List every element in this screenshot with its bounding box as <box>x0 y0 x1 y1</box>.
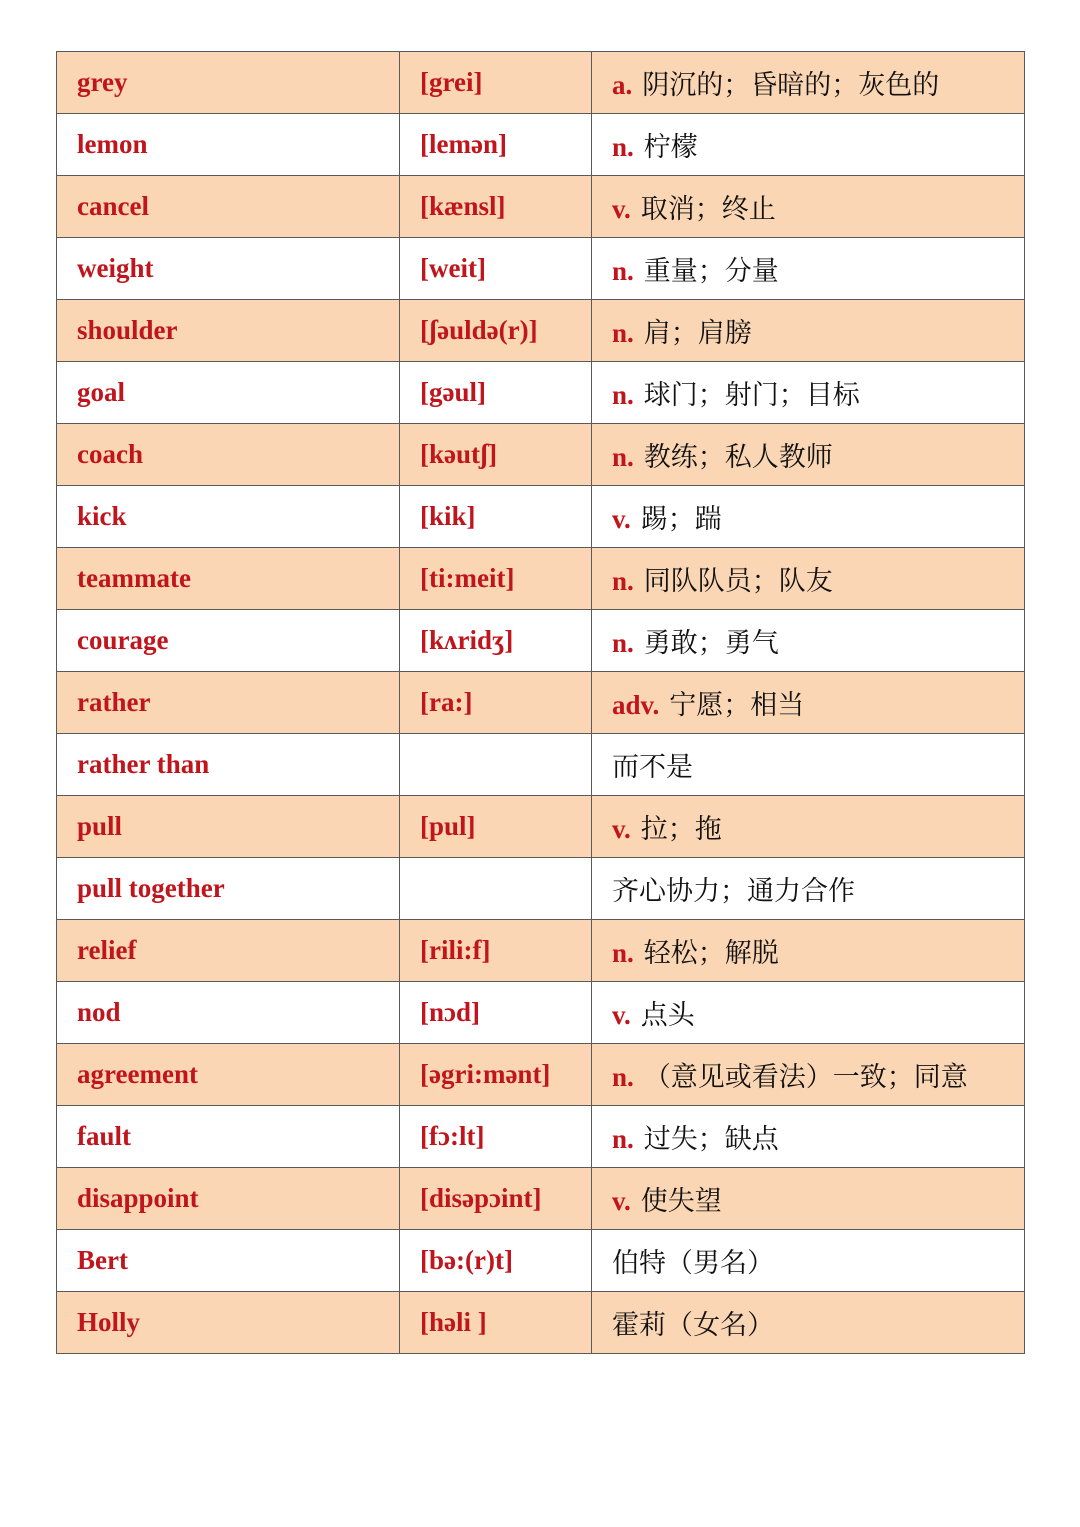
vocab-row <box>57 238 1025 300</box>
word-cell <box>57 424 400 486</box>
vocab-row <box>57 362 1025 424</box>
vocab-row <box>57 1230 1025 1292</box>
meaning-cell <box>592 796 1025 858</box>
vocab-row <box>57 920 1025 982</box>
word-cell <box>57 486 400 548</box>
meaning-cell <box>592 982 1025 1044</box>
vocab-row <box>57 982 1025 1044</box>
phonetic-cell <box>400 548 592 610</box>
phonetic-transcription: [disəpɔint] <box>420 1183 542 1213</box>
part-of-speech: n. <box>612 256 634 286</box>
part-of-speech: v. <box>612 1000 631 1030</box>
part-of-speech: n. <box>612 1124 634 1154</box>
english-word: coach <box>77 439 143 469</box>
vocab-row <box>57 548 1025 610</box>
phonetic-cell <box>400 238 592 300</box>
phonetic-transcription: [pul] <box>420 811 476 841</box>
phonetic-cell <box>400 1106 592 1168</box>
meaning-cell <box>592 486 1025 548</box>
part-of-speech: v. <box>612 194 631 224</box>
phonetic-transcription: [kʌridʒ] <box>420 625 514 655</box>
phonetic-transcription: [gəul] <box>420 377 486 407</box>
vocab-row <box>57 424 1025 486</box>
word-cell <box>57 1168 400 1230</box>
phonetic-transcription: [ti:meit] <box>420 563 515 593</box>
vocab-row <box>57 734 1025 796</box>
phonetic-cell <box>400 486 592 548</box>
word-cell <box>57 920 400 982</box>
vocab-row <box>57 300 1025 362</box>
english-word: nod <box>77 997 121 1027</box>
vocab-row <box>57 858 1025 920</box>
phonetic-transcription: [weit] <box>420 253 486 283</box>
phonetic-transcription: [əgri:mənt] <box>420 1059 551 1089</box>
english-word: weight <box>77 253 154 283</box>
english-word: relief <box>77 935 137 965</box>
part-of-speech: a. <box>612 70 633 100</box>
chinese-meaning: 齐心协力；通力合作 <box>612 876 855 907</box>
english-word: pull together <box>77 873 225 903</box>
chinese-meaning: 使失望 <box>640 1186 722 1217</box>
meaning-cell <box>592 362 1025 424</box>
phonetic-transcription: [kik] <box>420 501 476 531</box>
chinese-meaning: 而不是 <box>612 752 693 783</box>
meaning-cell <box>592 858 1025 920</box>
part-of-speech: n. <box>612 380 634 410</box>
meaning-cell <box>592 734 1025 796</box>
phonetic-cell <box>400 300 592 362</box>
word-cell <box>57 982 400 1044</box>
phonetic-cell <box>400 734 592 796</box>
phonetic-cell <box>400 52 592 114</box>
meaning-cell <box>592 176 1025 238</box>
phonetic-transcription: [rili:f] <box>420 935 491 965</box>
part-of-speech: n. <box>612 938 634 968</box>
english-word: kick <box>77 501 127 531</box>
part-of-speech: adv. <box>612 690 660 720</box>
phonetic-cell <box>400 920 592 982</box>
meaning-cell <box>592 1106 1025 1168</box>
part-of-speech: n. <box>612 442 634 472</box>
meaning-cell <box>592 920 1025 982</box>
vocab-row <box>57 1292 1025 1354</box>
vocabulary-table <box>56 51 1025 1354</box>
phonetic-cell <box>400 610 592 672</box>
word-cell <box>57 1106 400 1168</box>
meaning-cell <box>592 52 1025 114</box>
phonetic-transcription: [nɔd] <box>420 997 480 1027</box>
word-cell <box>57 114 400 176</box>
vocab-row <box>57 1168 1025 1230</box>
word-cell <box>57 796 400 858</box>
word-cell <box>57 1230 400 1292</box>
english-word: rather <box>77 687 151 717</box>
meaning-cell <box>592 610 1025 672</box>
word-cell <box>57 238 400 300</box>
english-word: grey <box>77 67 128 97</box>
meaning-cell <box>592 548 1025 610</box>
phonetic-cell <box>400 1230 592 1292</box>
phonetic-cell <box>400 176 592 238</box>
phonetic-transcription: [kænsl] <box>420 191 506 221</box>
vocab-row <box>57 486 1025 548</box>
chinese-meaning: 点头 <box>640 1000 695 1031</box>
vocabulary-table-body <box>57 52 1025 1354</box>
meaning-cell <box>592 1168 1025 1230</box>
phonetic-transcription: [həli ] <box>420 1307 487 1337</box>
chinese-meaning: 过失；缺点 <box>643 1124 779 1155</box>
word-cell <box>57 734 400 796</box>
meaning-cell <box>592 238 1025 300</box>
meaning-cell <box>592 114 1025 176</box>
english-word: courage <box>77 625 169 655</box>
chinese-meaning: 球门；射门；目标 <box>643 380 860 411</box>
english-word: cancel <box>77 191 149 221</box>
phonetic-transcription: [ʃəuldə(r)] <box>420 315 538 345</box>
vocab-row <box>57 1044 1025 1106</box>
part-of-speech: n. <box>612 1062 634 1092</box>
phonetic-cell <box>400 362 592 424</box>
part-of-speech: v. <box>612 1186 631 1216</box>
chinese-meaning: 同队队员；队友 <box>643 566 833 597</box>
chinese-meaning: 伯特（男名） <box>612 1248 774 1279</box>
phonetic-transcription: [grei] <box>420 67 483 97</box>
phonetic-transcription: [bə:(r)t] <box>420 1245 513 1275</box>
meaning-cell <box>592 300 1025 362</box>
part-of-speech: n. <box>612 566 634 596</box>
phonetic-cell <box>400 114 592 176</box>
phonetic-cell <box>400 858 592 920</box>
english-word: goal <box>77 377 126 407</box>
meaning-cell <box>592 424 1025 486</box>
chinese-meaning: 重量；分量 <box>643 256 779 287</box>
meaning-cell <box>592 1230 1025 1292</box>
phonetic-transcription: [lemən] <box>420 129 507 159</box>
vocab-row <box>57 796 1025 858</box>
vocab-row <box>57 114 1025 176</box>
english-word: teammate <box>77 563 191 593</box>
chinese-meaning: 取消；终止 <box>640 194 776 225</box>
english-word: fault <box>77 1121 131 1151</box>
vocab-row <box>57 52 1025 114</box>
english-word: rather than <box>77 749 210 779</box>
part-of-speech: n. <box>612 628 634 658</box>
vocab-row <box>57 610 1025 672</box>
part-of-speech: v. <box>612 814 631 844</box>
phonetic-cell <box>400 982 592 1044</box>
word-cell <box>57 300 400 362</box>
word-cell <box>57 548 400 610</box>
chinese-meaning: 阴沉的；昏暗的；灰色的 <box>642 70 940 101</box>
chinese-meaning: 肩；肩膀 <box>643 318 752 349</box>
phonetic-cell <box>400 672 592 734</box>
vocab-row <box>57 176 1025 238</box>
word-cell <box>57 610 400 672</box>
chinese-meaning: （意见或看法）一致；同意 <box>643 1062 968 1093</box>
english-word: Bert <box>77 1245 128 1275</box>
chinese-meaning: 霍莉（女名） <box>612 1310 774 1341</box>
part-of-speech: n. <box>612 132 634 162</box>
vocab-row <box>57 672 1025 734</box>
word-cell <box>57 52 400 114</box>
word-cell <box>57 672 400 734</box>
part-of-speech: n. <box>612 318 634 348</box>
chinese-meaning: 踢；踹 <box>640 504 722 535</box>
chinese-meaning: 轻松；解脱 <box>643 938 779 969</box>
part-of-speech: v. <box>612 504 631 534</box>
chinese-meaning: 柠檬 <box>643 132 698 163</box>
english-word: Holly <box>77 1307 141 1337</box>
phonetic-cell <box>400 1292 592 1354</box>
vocab-row <box>57 1106 1025 1168</box>
word-cell <box>57 362 400 424</box>
meaning-cell <box>592 1044 1025 1106</box>
phonetic-cell <box>400 796 592 858</box>
word-cell <box>57 1292 400 1354</box>
phonetic-cell <box>400 1044 592 1106</box>
phonetic-transcription: [ra:] <box>420 687 473 717</box>
english-word: agreement <box>77 1059 198 1089</box>
meaning-cell <box>592 672 1025 734</box>
chinese-meaning: 拉；拖 <box>640 814 722 845</box>
phonetic-transcription: [kəutʃ] <box>420 439 498 469</box>
phonetic-cell <box>400 1168 592 1230</box>
english-word: lemon <box>77 129 148 159</box>
english-word: shoulder <box>77 315 178 345</box>
english-word: pull <box>77 811 123 841</box>
word-cell <box>57 858 400 920</box>
phonetic-cell <box>400 424 592 486</box>
meaning-cell <box>592 1292 1025 1354</box>
chinese-meaning: 教练；私人教师 <box>643 442 833 473</box>
word-cell <box>57 176 400 238</box>
word-cell <box>57 1044 400 1106</box>
chinese-meaning: 勇敢；勇气 <box>643 628 779 659</box>
phonetic-transcription: [fɔ:lt] <box>420 1121 485 1151</box>
chinese-meaning: 宁愿；相当 <box>669 690 805 721</box>
english-word: disappoint <box>77 1183 199 1213</box>
